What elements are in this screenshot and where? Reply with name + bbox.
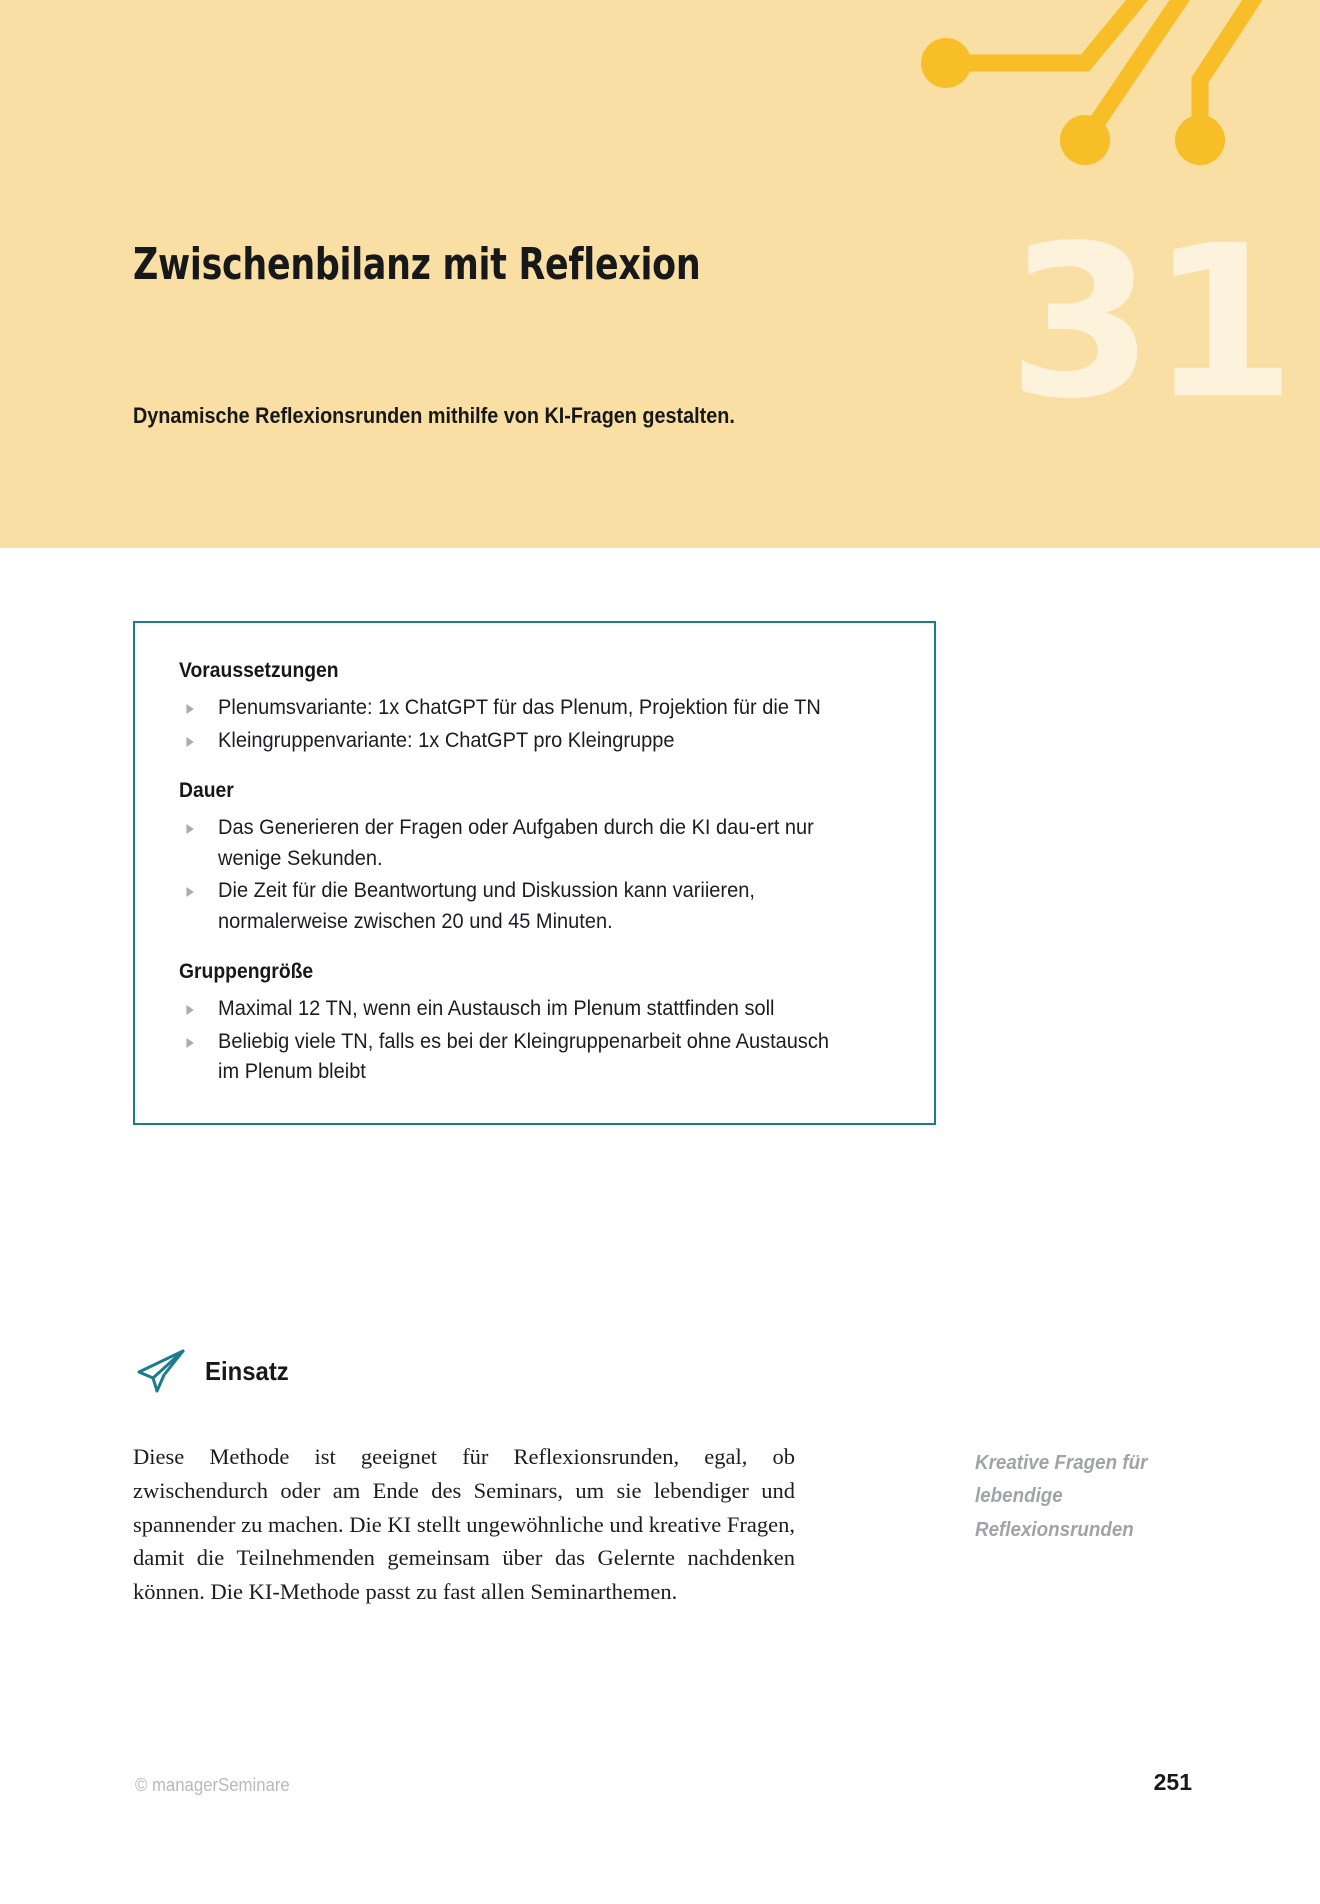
circuit-trace-3 <box>1200 0 1272 140</box>
circuit-trace-2 <box>1085 0 1200 140</box>
circuit-decoration-graphic <box>900 0 1320 210</box>
list-item: Die Zeit für die Beantwortung und Diskussion kann variieren, normalerweise zwischen 20 und 45 Minuten. <box>179 875 842 936</box>
list-item: Kleingruppenvariante: 1x ChatGPT pro Kleingruppe <box>179 725 842 756</box>
page-title: Zwischenbilanz mit Reflexion <box>133 239 701 291</box>
circuit-trace-1 <box>946 0 1162 63</box>
bullet-list <box>179 692 892 755</box>
einsatz-title: Einsatz <box>205 1355 289 1386</box>
section-heading: Voraussetzungen <box>179 659 339 682</box>
circuit-node-1 <box>921 38 971 88</box>
einsatz-heading-row <box>133 1348 296 1394</box>
box-section-dauer <box>179 779 892 936</box>
circuit-node-2 <box>1060 115 1110 165</box>
footer-page-number: 251 <box>1153 1769 1192 1795</box>
circuit-node-3 <box>1175 115 1225 165</box>
paper-plane-icon <box>133 1348 185 1394</box>
section-heading: Dauer <box>179 779 234 803</box>
list-item: Das Generieren der Fragen oder Aufgaben durch die KI dau-ert nur wenige Sekunden. <box>179 812 842 873</box>
bullet-list <box>179 993 892 1087</box>
section-heading: Gruppengröße <box>179 960 314 984</box>
page-subtitle: Dynamische Reflexionsrunden mithilfe von KI-Fragen gestalten. <box>133 403 735 428</box>
list-item: Maximal 12 TN, wenn ein Austausch im Plenum stattfinden soll <box>179 993 842 1024</box>
margin-note: Kreative Fragen für lebendige Reflexionsrunden <box>975 1452 1148 1541</box>
list-item: Plenumsvariante: 1x ChatGPT für das Plenum, Projektion für die TN <box>179 692 842 723</box>
einsatz-body-text: Diese Methode ist geeignet für Reflexionsrunden, egal, ob zwischendurch oder am Ende des Seminars, um sie lebendiger und spannender zu machen. Die KI stellt ungewöhnliche und kreative Fragen, damit die Teilnehmenden gemeinsam über das Gelernte nachdenken können. Die KI-Methode passt zu fast allen Seminarthemen. <box>133 1444 795 1604</box>
chapter-number: 31 <box>1007 200 1292 445</box>
box-section-voraussetzungen <box>179 659 892 755</box>
box-section-gruppengroesse <box>179 960 892 1087</box>
bullet-list <box>179 812 892 936</box>
header-band <box>0 0 1320 548</box>
list-item: Beliebig viele TN, falls es bei der Kleingruppenarbeit ohne Austausch im Plenum bleibt <box>179 1026 842 1087</box>
footer-copyright: © managerSeminare <box>135 1775 290 1795</box>
requirements-info-box <box>133 621 936 1125</box>
